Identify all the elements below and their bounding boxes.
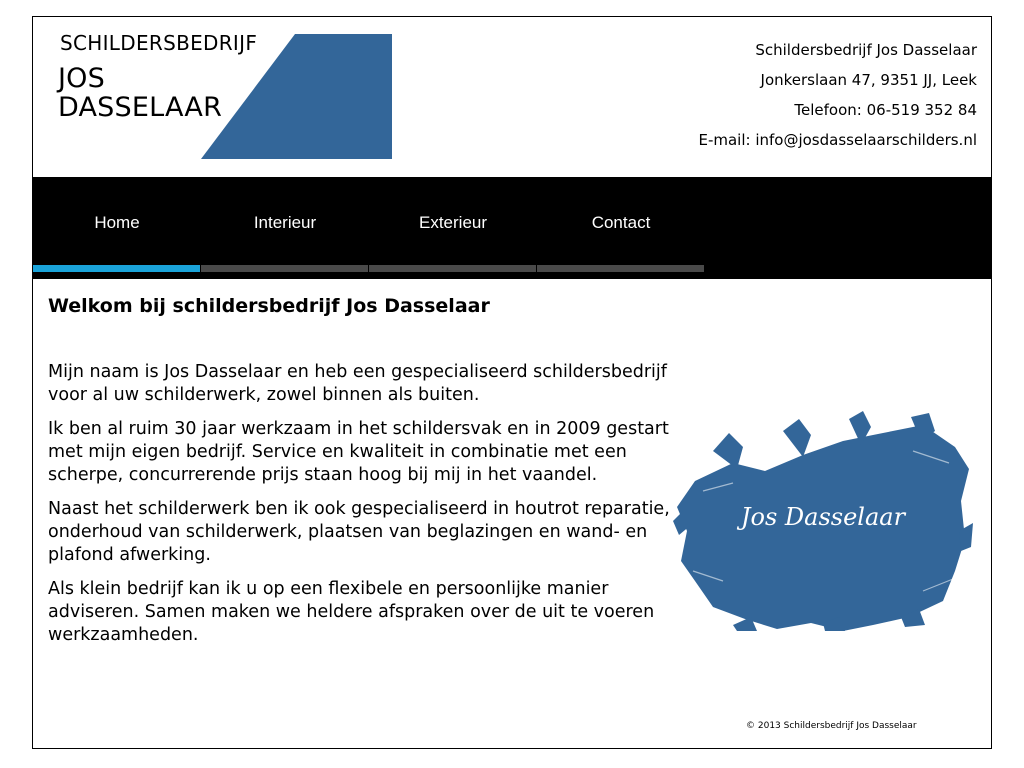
contact-email: E-mail: info@josdasselaarschilders.nl xyxy=(698,131,977,149)
page-title: Welkom bij schildersbedrijf Jos Dasselaar xyxy=(48,295,490,317)
paragraph: Naast het schilderwerk ben ik ook gespecialiseerd in houtrot reparatie, onderhoud van schilderwerk, plaatsen van beglazingen en wand- en plafond afwerking. xyxy=(48,499,670,565)
contact-address: Jonkerslaan 47, 9351 JJ, Leek xyxy=(760,71,977,89)
logo-text-line1: SCHILDERSBEDRIJF xyxy=(60,31,258,55)
main-content xyxy=(33,279,991,749)
page-frame xyxy=(32,16,992,749)
nav-item-exterieur[interactable]: Exterieur xyxy=(418,213,488,232)
paragraph: Als klein bedrijf kan ik u op een flexibele en persoonlijke manier adviseren. Samen maken we heldere afspraken over de uit te voeren werkzaamheden. xyxy=(48,579,655,645)
nav-indicator-contact xyxy=(537,265,704,272)
contact-info xyxy=(698,35,977,155)
logo-text-line2: JOS xyxy=(58,63,105,94)
nav-item-interieur[interactable]: Interieur xyxy=(253,213,317,232)
nav-indicator-exterieur xyxy=(369,265,536,272)
logo[interactable] xyxy=(33,17,433,177)
footer-copyright: © 2013 Schildersbedrijf Jos Dasselaar xyxy=(746,721,917,731)
nav-item-contact[interactable]: Contact xyxy=(591,213,651,232)
paragraph: Mijn naam is Jos Dasselaar en heb een gespecialiseerd schildersbedrijf voor al uw schilderwerk, zowel binnen als buiten. xyxy=(48,362,667,405)
main-navigation xyxy=(33,177,991,279)
header xyxy=(33,17,991,177)
paragraph: Ik ben al ruim 30 jaar werkzaam in het schildersvak en in 2009 gestart met mijn eigen bedrijf. Service en kwaliteit in combinatie met een scherpe, concurrerende prijs staan hoog bij mij in het vaandel. xyxy=(48,419,669,485)
nav-item-home[interactable]: Home xyxy=(94,213,140,232)
brand-paint-image xyxy=(673,411,973,631)
logo-text-line3: DASSELAAR xyxy=(58,92,223,123)
nav-indicator-interieur xyxy=(201,265,368,272)
contact-company: Schildersbedrijf Jos Dasselaar xyxy=(755,41,977,59)
intro-text xyxy=(48,361,673,658)
brand-image-signature: Jos Dasselaar xyxy=(740,503,906,531)
nav-indicator-home xyxy=(33,265,200,272)
contact-phone: Telefoon: 06-519 352 84 xyxy=(794,101,977,119)
